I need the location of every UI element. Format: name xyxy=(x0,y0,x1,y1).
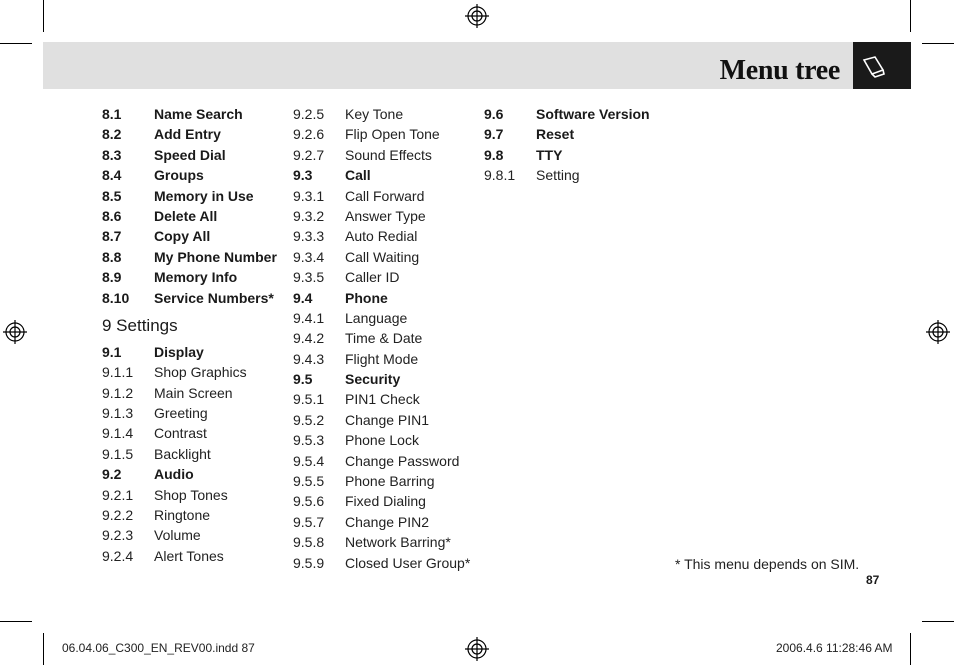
menu-item-number: 8.8 xyxy=(102,248,122,265)
menu-item xyxy=(293,186,473,206)
menu-item-label: Ringtone xyxy=(154,507,211,524)
menu-item xyxy=(102,247,292,267)
menu-item-label: Memory in Use xyxy=(154,187,254,204)
page-title: Menu tree xyxy=(719,55,840,86)
menu-item-label: Backlight xyxy=(154,445,211,462)
menu-item xyxy=(293,145,473,165)
menu-item xyxy=(293,491,473,511)
menu-item xyxy=(293,471,473,491)
menu-item-label: Phone xyxy=(345,289,388,306)
menu-item-number: 9.2.6 xyxy=(293,126,325,143)
menu-item xyxy=(102,423,292,443)
menu-item-number: 9.8 xyxy=(484,146,504,163)
menu-item-label: Service Numbers* xyxy=(154,289,274,306)
crosshair-target-icon xyxy=(926,320,950,344)
menu-item-number: 9.1 xyxy=(102,343,122,360)
menu-item-number: 9.2 xyxy=(102,466,122,483)
menu-item-label: Key Tone xyxy=(345,106,404,122)
crop-mark xyxy=(910,633,911,665)
menu-item-number: 8.1 xyxy=(102,106,122,122)
menu-item-number: 8.3 xyxy=(102,146,122,163)
menu-item xyxy=(102,124,292,144)
menu-item-label: PIN1 Check xyxy=(345,391,420,408)
menu-item xyxy=(293,349,473,369)
menu-item-number: 9.2.4 xyxy=(102,547,134,564)
phone-outline-icon xyxy=(861,55,887,79)
menu-item xyxy=(293,451,473,471)
menu-item-label: Speed Dial xyxy=(154,146,226,163)
menu-item-number: 9.2.2 xyxy=(102,507,134,524)
menu-item xyxy=(102,186,292,206)
menu-item-label: Change PIN1 xyxy=(345,411,430,428)
menu-item-number: 9.3.1 xyxy=(293,187,325,204)
menu-item-number: 8.9 xyxy=(102,269,122,286)
menu-item-number: 9.2.5 xyxy=(293,106,325,122)
menu-item xyxy=(102,362,292,382)
crosshair-target-icon xyxy=(465,637,489,661)
menu-item-label: Call xyxy=(345,167,371,184)
menu-item-label: Name Search xyxy=(154,106,243,122)
crosshair-target-icon xyxy=(3,320,27,344)
menu-item xyxy=(484,165,684,185)
menu-item-label: Shop Tones xyxy=(154,486,228,503)
menu-item-label: Main Screen xyxy=(154,384,233,401)
section-heading: 9 Settings xyxy=(102,315,178,335)
menu-item-number: 9.4 xyxy=(293,289,313,306)
menu-item xyxy=(102,464,292,484)
menu-item-label: Shop Graphics xyxy=(154,364,247,381)
menu-item xyxy=(102,525,292,545)
menu-item-label: Change Password xyxy=(345,452,460,469)
menu-item xyxy=(484,145,684,165)
menu-item xyxy=(102,267,292,287)
menu-item-number: 9.3.2 xyxy=(293,207,325,224)
menu-item xyxy=(484,104,684,124)
menu-item-number: 9.6 xyxy=(484,106,504,122)
menu-item-label: Security xyxy=(345,371,401,388)
menu-item xyxy=(293,226,473,246)
menu-item xyxy=(102,206,292,226)
menu-item-number: 9.1.3 xyxy=(102,405,134,422)
menu-item-label: My Phone Number xyxy=(154,248,277,265)
menu-item xyxy=(293,247,473,267)
menu-item-number: 9.2.7 xyxy=(293,146,325,163)
menu-item-number: 9.1.5 xyxy=(102,445,134,462)
menu-item-label: Flight Mode xyxy=(345,350,419,367)
menu-column-3 xyxy=(484,104,684,186)
menu-item-label: TTY xyxy=(536,146,563,163)
menu-item xyxy=(484,124,684,144)
menu-item-number: 9.2.1 xyxy=(102,486,134,503)
menu-item-label: Copy All xyxy=(154,228,211,245)
menu-item xyxy=(102,444,292,464)
menu-item xyxy=(293,512,473,532)
menu-item-label: Reset xyxy=(536,126,575,143)
menu-item-label: Time & Date xyxy=(345,330,423,347)
menu-item xyxy=(293,410,473,430)
menu-item-label: Change PIN2 xyxy=(345,513,430,530)
menu-item-number: 9.5.4 xyxy=(293,452,325,469)
menu-item-label: Network Barring* xyxy=(345,534,451,551)
crosshair-target-icon xyxy=(465,4,489,28)
menu-item-number: 9.4.2 xyxy=(293,330,325,347)
menu-item xyxy=(293,389,473,409)
crop-mark xyxy=(922,43,954,44)
menu-item-label: Display xyxy=(154,343,204,360)
menu-item-label: Caller ID xyxy=(345,269,400,286)
menu-item-number: 9.3 xyxy=(293,167,313,184)
menu-item xyxy=(102,104,292,124)
crop-mark xyxy=(910,0,911,32)
menu-item xyxy=(102,226,292,246)
menu-item-number: 9.1.1 xyxy=(102,364,134,381)
menu-item-label: Add Entry xyxy=(154,126,221,143)
menu-item xyxy=(293,104,473,124)
menu-item-number: 8.2 xyxy=(102,126,122,143)
menu-item-label: Volume xyxy=(154,527,201,544)
menu-item-label: Alert Tones xyxy=(154,547,224,564)
menu-item-label: Greeting xyxy=(154,405,208,422)
menu-item-label: Memory Info xyxy=(154,269,238,286)
menu-item-number: 9.3.4 xyxy=(293,248,325,265)
menu-item-label: Groups xyxy=(154,167,204,184)
menu-item-number: 9.5.2 xyxy=(293,411,325,428)
menu-column-1 xyxy=(102,104,292,566)
menu-item xyxy=(102,505,292,525)
menu-item-number: 8.5 xyxy=(102,187,122,204)
menu-item-number: 9.4.1 xyxy=(293,309,325,326)
menu-item xyxy=(293,532,473,552)
menu-item-number: 9.5.7 xyxy=(293,513,325,530)
menu-item-label: Phone Lock xyxy=(345,432,419,449)
crop-mark xyxy=(0,43,32,44)
menu-item xyxy=(293,124,473,144)
menu-item xyxy=(102,383,292,403)
crop-mark xyxy=(43,633,44,665)
menu-column-2 xyxy=(293,104,473,573)
menu-item-label: Language xyxy=(345,309,408,326)
menu-item xyxy=(293,206,473,226)
menu-item-number: 9.1.2 xyxy=(102,384,134,401)
menu-item-label: Fixed Dialing xyxy=(345,493,426,510)
menu-item-number: 9.3.5 xyxy=(293,269,325,286)
menu-item-label: Sound Effects xyxy=(345,146,432,163)
crop-mark xyxy=(43,0,44,32)
menu-item-label: Call Waiting xyxy=(345,248,420,265)
menu-item-number: 9.2.3 xyxy=(102,527,134,544)
menu-item xyxy=(102,546,292,566)
menu-item-number: 9.1.4 xyxy=(102,425,134,442)
menu-item-number: 9.4.3 xyxy=(293,350,325,367)
menu-item xyxy=(293,267,473,287)
menu-item-number: 9.5.6 xyxy=(293,493,325,510)
menu-item-number: 8.7 xyxy=(102,228,122,245)
menu-item xyxy=(293,369,473,389)
menu-item xyxy=(102,165,292,185)
page-number: 87 xyxy=(866,573,880,587)
menu-item xyxy=(102,485,292,505)
menu-item-label: Contrast xyxy=(154,425,207,442)
crop-mark xyxy=(922,621,954,622)
crop-mark xyxy=(0,621,32,622)
menu-item-label: Software Version xyxy=(536,106,650,122)
menu-item-number: 9.8.1 xyxy=(484,167,516,184)
menu-item-label: Audio xyxy=(154,466,194,483)
menu-item-number: 9.5.9 xyxy=(293,554,325,571)
menu-item-number: 8.6 xyxy=(102,207,122,224)
menu-item xyxy=(293,165,473,185)
menu-item xyxy=(102,403,292,423)
file-info: 06.04.06_C300_EN_REV00.indd 87 xyxy=(62,641,255,655)
menu-item xyxy=(293,553,473,573)
menu-item xyxy=(293,308,473,328)
menu-item-number: 9.7 xyxy=(484,126,504,143)
menu-item xyxy=(293,430,473,450)
menu-item-number: 9.5.8 xyxy=(293,534,325,551)
menu-item-number: 9.5.5 xyxy=(293,473,325,490)
menu-item-label: Flip Open Tone xyxy=(345,126,440,143)
menu-item-number: 9.3.3 xyxy=(293,228,325,245)
title-icon-box xyxy=(853,42,911,89)
menu-item-label: Call Forward xyxy=(345,187,425,204)
menu-item-label: Setting xyxy=(536,167,580,184)
print-timestamp: 2006.4.6 11:28:46 AM xyxy=(776,641,893,655)
menu-item-label: Closed User Group* xyxy=(345,554,471,571)
menu-item xyxy=(102,342,292,362)
menu-item-number: 9.5 xyxy=(293,371,313,388)
menu-item-number: 8.10 xyxy=(102,289,130,306)
menu-item-label: Phone Barring xyxy=(345,473,435,490)
menu-item-number: 9.5.3 xyxy=(293,432,325,449)
menu-item-label: Answer Type xyxy=(345,207,426,224)
menu-item xyxy=(102,288,292,308)
menu-item-number: 9.5.1 xyxy=(293,391,325,408)
menu-item xyxy=(293,328,473,348)
menu-item-label: Auto Redial xyxy=(345,228,418,245)
menu-item xyxy=(293,288,473,308)
menu-item-number: 8.4 xyxy=(102,167,122,184)
footnote: * This menu depends on SIM. xyxy=(675,556,860,572)
menu-item-label: Delete All xyxy=(154,207,218,224)
menu-item xyxy=(102,145,292,165)
